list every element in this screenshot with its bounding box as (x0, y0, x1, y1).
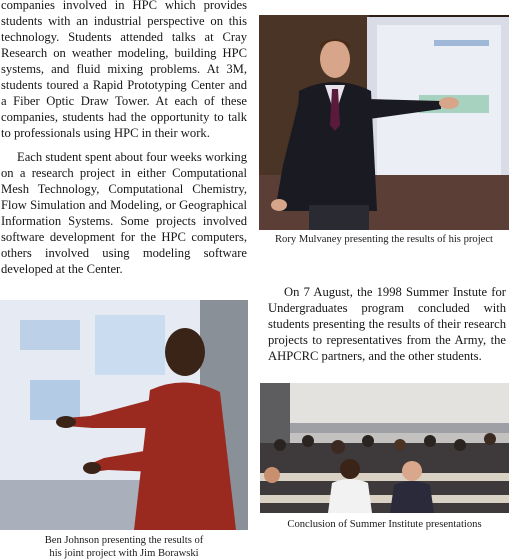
caption-conclusion-text: Conclusion of Summer Institute presentations (287, 519, 482, 530)
caption-conclusion (260, 518, 509, 531)
caption-rory (259, 233, 509, 246)
paragraph-research-projects: Each student spent about four weeks working on a research project in either Computational Mesh Technology, Computational Chemistry, Flow Simulation and Modeling, or Geographical Information Systems. Some projects involved software development for the HPC computers, others involved using modeling software developed at the Center. (1, 150, 247, 276)
photo-rory-mulvaney (259, 15, 509, 230)
caption-rory-text: Rory Mulvaney presenting the results of his project (274, 234, 493, 245)
caption-ben-line2: his joint project with Jim Borawski (49, 548, 199, 559)
caption-ben (0, 534, 248, 560)
right-column-text (268, 284, 506, 364)
caption-ben-line1: Ben Johnson presenting the results of (44, 535, 204, 546)
left-column-text (1, 0, 247, 277)
paragraph-conclusion: On 7 August, the 1998 Summer Instute for Undergraduates program concluded with students presenting the results of their research projects to representatives from the Army, the AHPCRC partners, and the other students. (268, 285, 506, 363)
photo-conclusion-presentations (260, 383, 509, 513)
photo-ben-johnson (0, 300, 248, 530)
paragraph-industry-visits: companies involved in HPC which provides students with an industrial perspective on this technology. Students attended talks at Cray Research on weather modeling, building HPC systems, and fluid mixing problems. At 3M, students toured a Rapid Prototyping Center and a Fiber Optic Draw Tower. At each of these companies, students had the opportunity to talk to professionals using HPC in their work. (1, 0, 247, 140)
